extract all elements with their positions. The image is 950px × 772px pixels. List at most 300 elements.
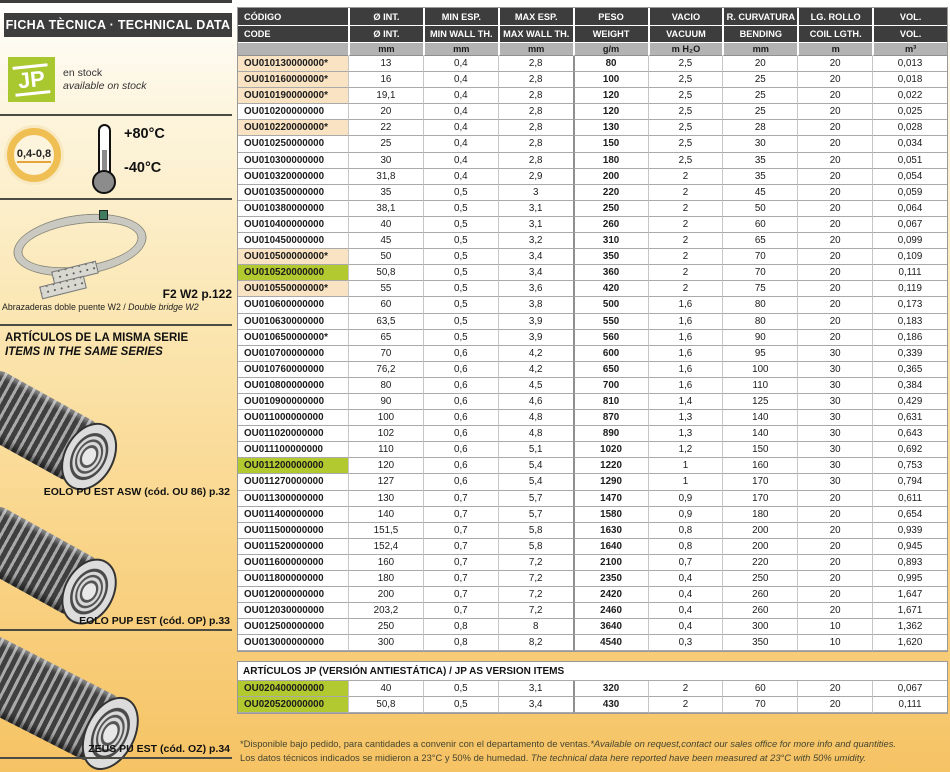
code-cell: OU010200000000 (238, 104, 348, 120)
value-cell: 1470 (573, 491, 648, 507)
value-cell: 1,362 (872, 619, 947, 635)
column-header: R. CURVATURA (722, 8, 797, 26)
value-cell: 420 (573, 281, 648, 297)
value-cell: 0,753 (872, 458, 947, 474)
value-cell: 3,4 (498, 265, 573, 281)
value-cell: 70 (722, 265, 797, 281)
value-cell: 0,022 (872, 88, 947, 104)
value-cell: 0,5 (423, 185, 498, 201)
value-cell: 0,5 (423, 681, 498, 697)
value-cell: 7,2 (498, 571, 573, 587)
value-cell: 120 (348, 458, 423, 474)
value-cell: 0,8 (423, 619, 498, 635)
code-cell: OU010320000000 (238, 169, 348, 185)
value-cell: 0,173 (872, 297, 947, 313)
value-cell: 90 (348, 394, 423, 410)
value-cell: 200 (573, 169, 648, 185)
value-cell: 130 (573, 120, 648, 136)
value-cell: 5,4 (498, 458, 573, 474)
value-cell: 20 (797, 217, 872, 233)
sidebar (0, 0, 237, 772)
value-cell: 1,3 (648, 410, 723, 426)
value-cell: 25 (722, 104, 797, 120)
value-cell: 250 (348, 619, 423, 635)
value-cell: 1220 (573, 458, 648, 474)
divider (0, 629, 232, 631)
value-cell: 260 (722, 587, 797, 603)
value-cell: 0,6 (423, 362, 498, 378)
value-cell: 0,3 (648, 635, 723, 651)
column-header: MIN ESP. (423, 8, 498, 26)
value-cell: 0,9 (648, 507, 723, 523)
value-cell: 20 (797, 136, 872, 152)
footnote-1-es: *Disponible bajo pedido, para cantidades a convenir con el departamento de ventas. (240, 738, 591, 749)
value-cell: 300 (722, 619, 797, 635)
value-cell: 55 (348, 281, 423, 297)
value-cell: 2,5 (648, 72, 723, 88)
value-cell: 200 (348, 587, 423, 603)
column-subheader: WEIGHT (573, 26, 648, 43)
value-cell: 1580 (573, 507, 648, 523)
value-cell: 30 (797, 426, 872, 442)
value-cell: 20 (797, 201, 872, 217)
value-cell: 40 (348, 217, 423, 233)
value-cell: 0,4 (648, 619, 723, 635)
code-cell: OU012500000000 (238, 619, 348, 635)
value-cell: 0,111 (872, 265, 947, 281)
value-cell: 0,4 (423, 120, 498, 136)
code-cell: OU012000000000 (238, 587, 348, 603)
value-cell: 0,384 (872, 378, 947, 394)
value-cell: 19,1 (348, 88, 423, 104)
value-cell: 0,945 (872, 539, 947, 555)
code-cell: OU010550000000* (238, 281, 348, 297)
value-cell: 150 (573, 136, 648, 152)
value-cell: 1 (648, 458, 723, 474)
code-cell: OU010400000000 (238, 217, 348, 233)
value-cell: 60 (348, 297, 423, 313)
value-cell: 5,8 (498, 539, 573, 555)
value-cell: 65 (348, 330, 423, 346)
value-cell: 170 (722, 474, 797, 490)
code-cell: OU011000000000 (238, 410, 348, 426)
value-cell: 0,119 (872, 281, 947, 297)
value-cell: 5,1 (498, 442, 573, 458)
clamp-caption-es: Abrazaderas doble puente W2 / (2, 302, 129, 312)
footnote-line-2 (240, 751, 947, 765)
code-cell: OU010220000000* (238, 120, 348, 136)
code-cell: OU020400000000 (238, 681, 348, 697)
value-cell: 0,5 (423, 249, 498, 265)
code-cell: OU010300000000 (238, 153, 348, 169)
value-cell: 20 (797, 281, 872, 297)
column-header: Ø INT. (348, 8, 423, 26)
value-cell: 0,5 (423, 201, 498, 217)
value-cell: 4,2 (498, 362, 573, 378)
value-cell: 20 (797, 587, 872, 603)
column-header: VOL. (872, 8, 947, 26)
value-cell: 220 (573, 185, 648, 201)
value-cell: 35 (722, 153, 797, 169)
value-cell: 31,8 (348, 169, 423, 185)
value-cell: 151,5 (348, 523, 423, 539)
value-cell: 5,7 (498, 507, 573, 523)
unit-label: mm (498, 43, 573, 56)
value-cell: 0,643 (872, 426, 947, 442)
value-cell: 2 (648, 217, 723, 233)
value-cell: 1,620 (872, 635, 947, 651)
value-cell: 200 (722, 523, 797, 539)
value-cell: 0,939 (872, 523, 947, 539)
value-cell: 20 (797, 297, 872, 313)
divider (0, 757, 232, 759)
value-cell: 0,099 (872, 233, 947, 249)
value-cell: 150 (722, 442, 797, 458)
value-cell: 5,4 (498, 474, 573, 490)
value-cell: 2,8 (498, 104, 573, 120)
value-cell: 20 (797, 185, 872, 201)
value-cell: 10 (797, 635, 872, 651)
value-cell: 13 (348, 56, 423, 72)
unit-label: g/m (573, 43, 648, 56)
value-cell: 550 (573, 314, 648, 330)
value-cell: 0,025 (872, 104, 947, 120)
value-cell: 63,5 (348, 314, 423, 330)
value-cell: 2,5 (648, 88, 723, 104)
code-cell: OU011800000000 (238, 571, 348, 587)
value-cell: 2,8 (498, 88, 573, 104)
value-cell: 1,671 (872, 603, 947, 619)
value-cell: 152,4 (348, 539, 423, 555)
value-cell: 0,4 (648, 571, 723, 587)
code-cell: OU011020000000 (238, 426, 348, 442)
value-cell: 70 (348, 346, 423, 362)
hose-image-1 (0, 366, 127, 497)
value-cell: 320 (573, 681, 648, 697)
value-cell: 180 (722, 507, 797, 523)
value-cell: 20 (797, 56, 872, 72)
value-cell: 3,1 (498, 217, 573, 233)
value-cell: 1,3 (648, 426, 723, 442)
value-cell: 16 (348, 72, 423, 88)
value-cell: 110 (722, 378, 797, 394)
value-cell: 3 (498, 185, 573, 201)
value-cell: 3,6 (498, 281, 573, 297)
value-cell: 70 (722, 249, 797, 265)
value-cell: 2,5 (648, 104, 723, 120)
value-cell: 0,654 (872, 507, 947, 523)
value-cell: 4,8 (498, 426, 573, 442)
code-cell: OU010450000000 (238, 233, 348, 249)
footnote-2-es: Los datos técnicos indicados se midieron a 23°C y 50% de humedad. (240, 751, 531, 763)
value-cell: 0,631 (872, 410, 947, 426)
value-cell: 0,692 (872, 442, 947, 458)
value-cell: 0,018 (872, 72, 947, 88)
unit-label: m (797, 43, 872, 56)
value-cell: 2,9 (498, 169, 573, 185)
value-cell: 30 (797, 362, 872, 378)
column-subheader: MAX WALL TH. (498, 26, 573, 43)
value-cell: 2,8 (498, 136, 573, 152)
value-cell: 0,5 (423, 281, 498, 297)
value-cell: 0,051 (872, 153, 947, 169)
value-cell: 90 (722, 330, 797, 346)
value-cell: 20 (797, 88, 872, 104)
code-cell: OU011520000000 (238, 539, 348, 555)
value-cell: 2 (648, 185, 723, 201)
code-cell: OU010500000000* (238, 249, 348, 265)
value-cell: 0,4 (648, 587, 723, 603)
value-cell: 260 (573, 217, 648, 233)
value-cell: 20 (797, 523, 872, 539)
clamp-caption (2, 302, 235, 312)
value-cell: 1,6 (648, 314, 723, 330)
value-cell: 0,5 (423, 233, 498, 249)
value-cell: 102 (348, 426, 423, 442)
value-cell: 0,064 (872, 201, 947, 217)
value-cell: 1630 (573, 523, 648, 539)
value-cell: 2420 (573, 587, 648, 603)
code-cell: OU013000000000 (238, 635, 348, 651)
value-cell: 1,6 (648, 362, 723, 378)
value-cell: 0,8 (648, 523, 723, 539)
value-cell: 3,2 (498, 233, 573, 249)
value-cell: 5,7 (498, 491, 573, 507)
value-cell: 8 (498, 619, 573, 635)
value-cell: 0,054 (872, 169, 947, 185)
value-cell: 560 (573, 330, 648, 346)
value-cell: 0,4 (423, 72, 498, 88)
value-cell: 7,2 (498, 587, 573, 603)
value-cell: 0,5 (423, 297, 498, 313)
code-cell: OU010130000000* (238, 56, 348, 72)
value-cell: 20 (797, 555, 872, 571)
hose-image-2 (0, 502, 126, 632)
value-cell: 0,8 (648, 539, 723, 555)
value-cell: 2,5 (648, 120, 723, 136)
value-cell: 0,7 (423, 571, 498, 587)
pressure-badge (7, 128, 61, 182)
value-cell: 25 (348, 136, 423, 152)
value-cell: 110 (348, 442, 423, 458)
footnotes (240, 737, 947, 764)
value-cell: 0,6 (423, 458, 498, 474)
value-cell: 60 (722, 217, 797, 233)
code-cell: OU011500000000 (238, 523, 348, 539)
code-cell: OU010250000000 (238, 136, 348, 152)
value-cell: 20 (797, 72, 872, 88)
value-cell: 140 (722, 410, 797, 426)
column-subheader: MIN WALL TH. (423, 26, 498, 43)
jp-logo-text: JP (13, 63, 51, 96)
column-header: MAX ESP. (498, 8, 573, 26)
value-cell: 30 (797, 346, 872, 362)
temperature-min: -40°C (124, 160, 162, 176)
value-cell: 810 (573, 394, 648, 410)
value-cell: 3,4 (498, 697, 573, 713)
value-cell: 0,9 (648, 491, 723, 507)
value-cell: 20 (797, 697, 872, 713)
technical-data-table (237, 7, 948, 652)
value-cell: 0,4 (423, 56, 498, 72)
value-cell: 203,2 (348, 603, 423, 619)
code-cell: OU020520000000 (238, 697, 348, 713)
value-cell: 0,034 (872, 136, 947, 152)
series-item-1: EOLO PU EST ASW (cód. OU 86) p.32 (43, 486, 230, 498)
value-cell: 0,109 (872, 249, 947, 265)
value-cell: 3,1 (498, 681, 573, 697)
value-cell: 0,4 (423, 104, 498, 120)
code-cell: OU010600000000 (238, 297, 348, 313)
value-cell: 160 (348, 555, 423, 571)
value-cell: 10 (797, 619, 872, 635)
value-cell: 45 (348, 233, 423, 249)
unit-label: m H₂O (648, 43, 723, 56)
value-cell: 2350 (573, 571, 648, 587)
value-cell: 20 (797, 539, 872, 555)
value-cell: 80 (722, 297, 797, 313)
value-cell: 2,8 (498, 153, 573, 169)
value-cell: 180 (348, 571, 423, 587)
value-cell: 50 (722, 201, 797, 217)
unit-label: mm (348, 43, 423, 56)
value-cell: 0,7 (423, 603, 498, 619)
value-cell: 130 (348, 491, 423, 507)
value-cell: 20 (797, 265, 872, 281)
value-cell: 430 (573, 697, 648, 713)
code-cell: OU011200000000 (238, 458, 348, 474)
value-cell: 38,1 (348, 201, 423, 217)
value-cell: 2,5 (648, 136, 723, 152)
value-cell: 60 (722, 681, 797, 697)
series-item-3: ZEUS PU EST (cód. OZ) p.34 (88, 743, 230, 755)
footnote-2-en: The technical data here reported have been measured at 23°C with 50% umidity. (530, 751, 866, 763)
antistatic-section-title: ARTÍCULOS JP (VERSIÓN ANTIESTÁTICA) / JP AS VERSION ITEMS (238, 662, 947, 681)
value-cell: 600 (573, 346, 648, 362)
column-subheader: Ø INT. (348, 26, 423, 43)
value-cell: 1,6 (648, 346, 723, 362)
value-cell: 1020 (573, 442, 648, 458)
value-cell: 0,4 (423, 153, 498, 169)
value-cell: 360 (573, 265, 648, 281)
value-cell: 1,6 (648, 378, 723, 394)
value-cell: 30 (797, 378, 872, 394)
value-cell: 1 (648, 474, 723, 490)
code-cell: OU010520000000 (238, 265, 348, 281)
value-cell: 35 (722, 169, 797, 185)
value-cell: 30 (797, 474, 872, 490)
value-cell: 50,8 (348, 697, 423, 713)
value-cell: 28 (722, 120, 797, 136)
code-cell: OU011400000000 (238, 507, 348, 523)
value-cell: 0,5 (423, 265, 498, 281)
value-cell: 2460 (573, 603, 648, 619)
value-cell: 20 (722, 56, 797, 72)
value-cell: 0,067 (872, 681, 947, 697)
column-header: CÓDIGO (238, 8, 348, 26)
series-title-es: ARTÍCULOS DE LA MISMA SERIE (5, 332, 189, 344)
value-cell: 1,6 (648, 297, 723, 313)
value-cell: 2,8 (498, 120, 573, 136)
footnote-1-en: *Available on request,contact our sales office for more info and quantities. (590, 738, 896, 749)
value-cell: 30 (797, 394, 872, 410)
value-cell: 0,893 (872, 555, 947, 571)
value-cell: 30 (797, 442, 872, 458)
value-cell: 50,8 (348, 265, 423, 281)
value-cell: 20 (797, 330, 872, 346)
value-cell: 250 (573, 201, 648, 217)
value-cell: 3,9 (498, 314, 573, 330)
value-cell: 20 (797, 603, 872, 619)
value-cell: 0,4 (648, 603, 723, 619)
value-cell: 0,028 (872, 120, 947, 136)
value-cell: 2 (648, 281, 723, 297)
value-cell: 20 (797, 507, 872, 523)
value-cell: 500 (573, 297, 648, 313)
value-cell: 140 (348, 507, 423, 523)
value-cell: 0,6 (423, 426, 498, 442)
value-cell: 4,5 (498, 378, 573, 394)
value-cell: 25 (722, 72, 797, 88)
divider (0, 198, 232, 200)
unit-label: m³ (872, 43, 947, 56)
column-subheader: VACUUM (648, 26, 723, 43)
value-cell: 0,794 (872, 474, 947, 490)
value-cell: 250 (722, 571, 797, 587)
value-cell: 0,6 (423, 474, 498, 490)
value-cell: 260 (722, 603, 797, 619)
unit-label: mm (722, 43, 797, 56)
value-cell: 40 (348, 681, 423, 697)
value-cell: 2,5 (648, 56, 723, 72)
value-cell: 22 (348, 120, 423, 136)
value-cell: 0,6 (423, 394, 498, 410)
value-cell: 4,8 (498, 410, 573, 426)
value-cell: 80 (573, 56, 648, 72)
code-cell: OU010160000000* (238, 72, 348, 88)
value-cell: 30 (348, 153, 423, 169)
value-cell: 120 (573, 88, 648, 104)
value-cell: 2 (648, 169, 723, 185)
value-cell: 20 (797, 314, 872, 330)
value-cell: 0,067 (872, 217, 947, 233)
value-cell: 45 (722, 185, 797, 201)
code-cell: OU010760000000 (238, 362, 348, 378)
value-cell: 127 (348, 474, 423, 490)
value-cell: 1,2 (648, 442, 723, 458)
value-cell: 0,111 (872, 697, 947, 713)
value-cell: 140 (722, 426, 797, 442)
value-cell: 20 (797, 233, 872, 249)
temperature-max: +80°C (124, 126, 165, 142)
value-cell: 1290 (573, 474, 648, 490)
value-cell: 1640 (573, 539, 648, 555)
value-cell: 0,611 (872, 491, 947, 507)
code-cell: OU010900000000 (238, 394, 348, 410)
value-cell: 0,995 (872, 571, 947, 587)
value-cell: 2,5 (648, 153, 723, 169)
value-cell: 2 (648, 265, 723, 281)
value-cell: 3,4 (498, 249, 573, 265)
value-cell: 870 (573, 410, 648, 426)
value-cell: 0,6 (423, 442, 498, 458)
column-header: LG. ROLLO (797, 8, 872, 26)
value-cell: 2100 (573, 555, 648, 571)
value-cell: 2,8 (498, 72, 573, 88)
value-cell: 35 (348, 185, 423, 201)
value-cell: 0,7 (423, 491, 498, 507)
clamp-reference: F2 W2 p.122 (162, 287, 232, 301)
